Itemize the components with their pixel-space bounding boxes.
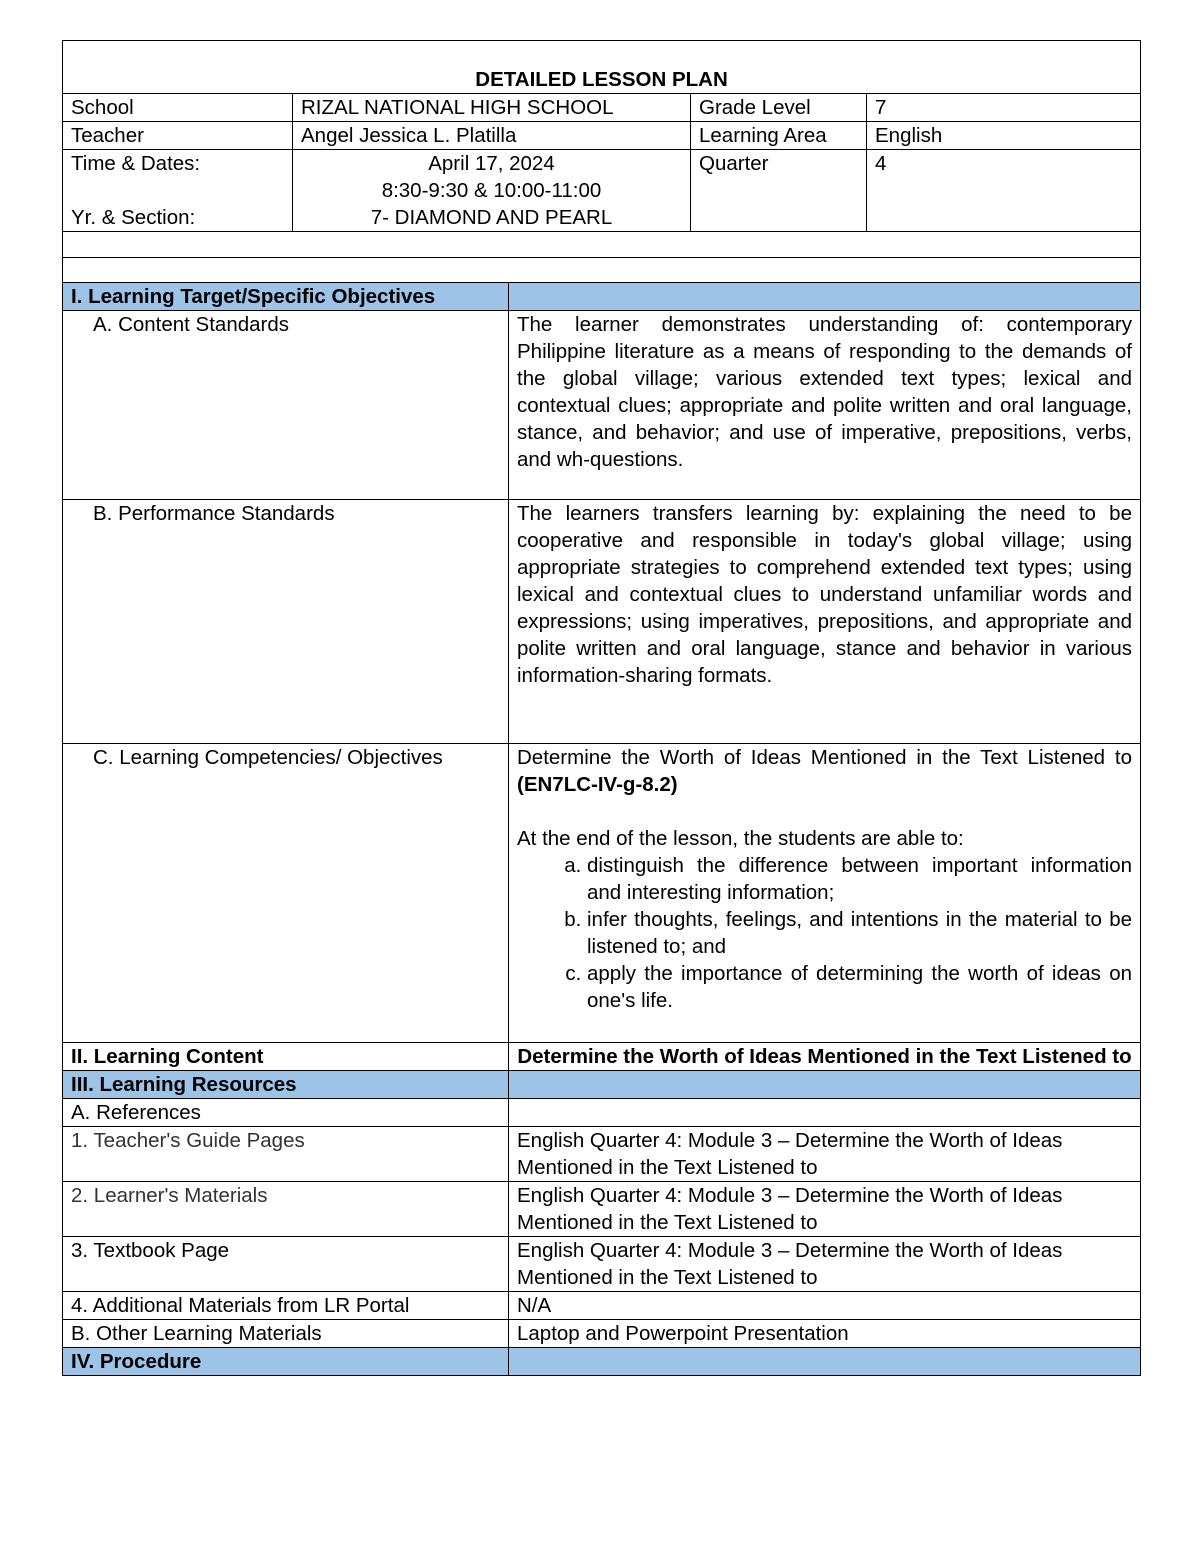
objectives-heading-blank bbox=[509, 283, 1141, 311]
list-item: c. apply the importance of determining the worth of ideas on one's life. bbox=[587, 960, 1132, 1014]
lesson-plan-page bbox=[62, 40, 1140, 1376]
resources-heading-blank bbox=[509, 1071, 1141, 1099]
competency-text: Determine the Worth of Ideas Mentioned in the Text Listened to bbox=[517, 746, 1132, 770]
competencies-cell bbox=[509, 744, 1141, 1043]
learning-content-heading: II. Learning Content bbox=[63, 1043, 509, 1071]
table-row-value: English Quarter 4: Module 3 – Determine the Worth of Ideas Mentioned in the Text Listened to bbox=[509, 1127, 1141, 1182]
teacher-label: Teacher bbox=[63, 122, 293, 150]
learning-content-value: Determine the Worth of Ideas Mentioned in the Text Listened to bbox=[509, 1043, 1141, 1071]
competencies-label: C. Learning Competencies/ Objectives bbox=[63, 744, 509, 1043]
grade-value: 7 bbox=[867, 94, 1141, 122]
references-blank bbox=[509, 1099, 1141, 1127]
table-row-value: English Quarter 4: Module 3 – Determine the Worth of Ideas Mentioned in the Text Listened to bbox=[509, 1237, 1141, 1292]
quarter-label: Quarter bbox=[691, 150, 867, 232]
content-standards-text: The learner demonstrates understanding of: contemporary Philippine literature as a means of responding to the demands of the global village; various extended text types; lexical and contextual clues; appropriate and polite written and oral language, stance, and behavior; and use of imperative, prepositions, verbs, and wh-questions. bbox=[509, 311, 1141, 500]
table-row-label: B. Other Learning Materials bbox=[63, 1320, 509, 1348]
time-label: Time & Dates: bbox=[71, 152, 201, 175]
table-row-label: 2. Learner's Materials bbox=[63, 1182, 509, 1237]
area-label: Learning Area bbox=[691, 122, 867, 150]
table-row-value: English Quarter 4: Module 3 – Determine the Worth of Ideas Mentioned in the Text Listened to bbox=[509, 1182, 1141, 1237]
time-section-labels bbox=[63, 150, 293, 232]
list-item: a. distinguish the difference between important information and interesting information; bbox=[587, 852, 1132, 906]
procedure-heading: IV. Procedure bbox=[63, 1348, 509, 1376]
table-row-label: 3. Textbook Page bbox=[63, 1237, 509, 1292]
performance-standards-text: The learners transfers learning by: explaining the need to be cooperative and responsible in today's global village; using appropriate strategies to comprehend extended text types; using lexical and contextual clues to understand unfamiliar words and expressions; using imperatives, prepositions, and appropriate and polite written and oral language, stance and behavior in various information-sharing formats. bbox=[509, 500, 1141, 744]
objectives-list bbox=[517, 852, 1132, 1014]
section-value: 7- DIAMOND AND PEARL bbox=[370, 206, 613, 229]
main-table bbox=[62, 282, 1141, 1376]
time-section-values bbox=[293, 150, 691, 232]
area-value: English bbox=[867, 122, 1141, 150]
time-value: 8:30-9:30 & 10:00-11:00 bbox=[381, 179, 602, 202]
header-table bbox=[62, 40, 1141, 284]
procedure-heading-blank bbox=[509, 1348, 1141, 1376]
content-standards-label: A. Content Standards bbox=[63, 311, 509, 500]
competency-code: (EN7LC-IV-g-8.2) bbox=[517, 773, 678, 797]
performance-standards-label: B. Performance Standards bbox=[63, 500, 509, 744]
table-row-label: 1. Teacher's Guide Pages bbox=[63, 1127, 509, 1182]
resources-heading: III. Learning Resources bbox=[63, 1071, 509, 1099]
blank-row bbox=[63, 232, 1141, 258]
references-label: A. References bbox=[63, 1099, 509, 1127]
objectives-intro: At the end of the lesson, the students are able to: bbox=[517, 827, 964, 851]
table-row-value: N/A bbox=[509, 1292, 1141, 1320]
quarter-value: 4 bbox=[867, 150, 1141, 232]
grade-label: Grade Level bbox=[691, 94, 867, 122]
list-item: b. infer thoughts, feelings, and intentions in the material to be listened to; and bbox=[587, 906, 1132, 960]
blank-row bbox=[63, 258, 1141, 284]
section-label: Yr. & Section: bbox=[71, 206, 196, 229]
table-row-label: 4. Additional Materials from LR Portal bbox=[63, 1292, 509, 1320]
teacher-value: Angel Jessica L. Platilla bbox=[293, 122, 691, 150]
school-label: School bbox=[63, 94, 293, 122]
date-value: April 17, 2024 bbox=[428, 152, 555, 175]
objectives-heading: I. Learning Target/Specific Objectives bbox=[63, 283, 509, 311]
school-value: RIZAL NATIONAL HIGH SCHOOL bbox=[293, 94, 691, 122]
document-title: DETAILED LESSON PLAN bbox=[63, 41, 1141, 94]
table-row-value: Laptop and Powerpoint Presentation bbox=[509, 1320, 1141, 1348]
